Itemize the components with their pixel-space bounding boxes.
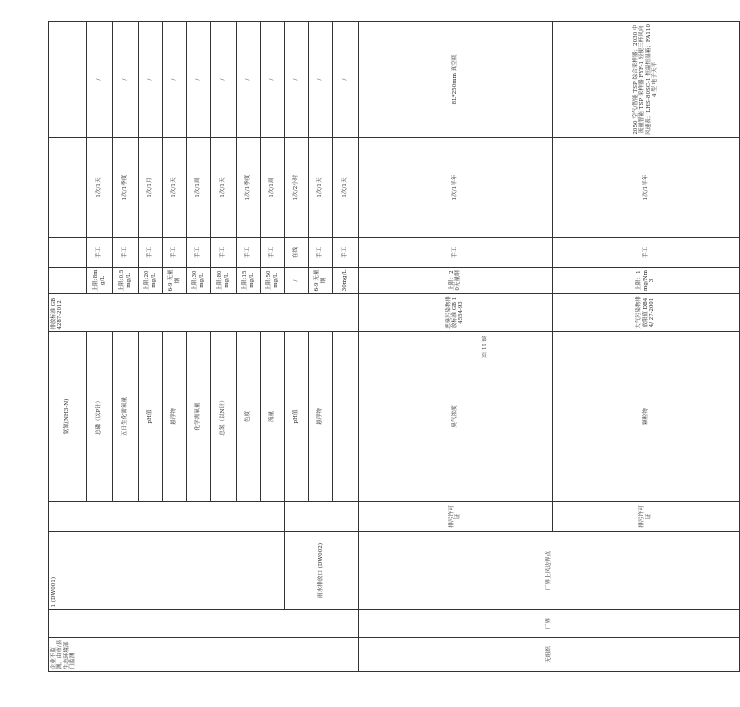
item-cell: 总磷（以P计） (87, 332, 113, 502)
site-cell: 厂界 (359, 610, 740, 638)
limit-cell: 上限:8mg/L (87, 268, 113, 294)
monitoring-table (48, 21, 740, 672)
item-cell: 臭气浓度 (359, 332, 553, 502)
freq-cell (49, 138, 87, 238)
standard-cell: 恶臭污染物排放标准 GB 14554-93 (359, 294, 553, 332)
table-row (359, 22, 553, 672)
item-cell (333, 332, 359, 502)
method-cell: 手工 (211, 238, 237, 268)
limit-cell: 6-9 无量纲 (163, 268, 187, 294)
site-cell (49, 610, 359, 638)
instrument-cell: / (285, 22, 309, 138)
permit-cell: 排污许可证 (552, 502, 739, 532)
method-cell: 手工 (113, 238, 139, 268)
limit-cell: 30mg/L (333, 268, 359, 294)
method-cell: 手工 (309, 238, 333, 268)
method-cell: 手工 (163, 238, 187, 268)
limit-cell: 上限：20无量纲 (359, 268, 553, 294)
item-cell: 悬浮物 (309, 332, 333, 502)
instrument-cell: / (163, 22, 187, 138)
item-cell: 氨氮(NH3-N) (49, 332, 87, 502)
method-cell: 手工 (187, 238, 211, 268)
limit-cell: 上限：1mg/Nm3 (552, 268, 739, 294)
item-cell: 五日生化需氧量 (113, 332, 139, 502)
freq-cell: 1次/1半年 (552, 138, 739, 238)
instrument-cell: / (333, 22, 359, 138)
limit-cell: 6-9 无量纲 (309, 268, 333, 294)
outlet-cell: 1 (DW001) (49, 532, 285, 610)
freq-cell: 1次/1半年 (359, 138, 553, 238)
item-cell: 流量 (261, 332, 285, 502)
instrument-cell: / (309, 22, 333, 138)
limit-cell: / (285, 268, 309, 294)
method-cell (49, 238, 87, 268)
freq-cell: 1次/2小时 (285, 138, 309, 238)
instrument-cell (49, 22, 87, 138)
freq-cell: 1次/1季度 (113, 138, 139, 238)
freq-cell: 1次/1周 (261, 138, 285, 238)
instrument-cell: / (87, 22, 113, 138)
freq-cell: 1次/1周 (187, 138, 211, 238)
outlet-cell: 雨水排放口 (DW002) (285, 532, 359, 610)
limit-cell: 上限:50mg/L (261, 268, 285, 294)
table-row (285, 22, 309, 672)
outlet-cell: 厂界上风边界点 (359, 532, 740, 610)
method-cell: 手工 (552, 238, 739, 268)
page-number: 第 11 页 (480, 336, 486, 358)
freq-cell: 1次/1天 (87, 138, 113, 238)
freq-cell: 1次/1天 (309, 138, 333, 238)
freq-cell: 1次/1天 (333, 138, 359, 238)
instrument-cell: 2050 空气/智能 TSP 综合采样器；2030 中流量智能 TSP 采样器 FYF-1 轻便三杯风向风速表；LHS-80SC-1 恒温恒湿箱；FA1104 型 电子天平 (552, 22, 739, 138)
item-cell: 色度 (237, 332, 261, 502)
instrument-cell: / (187, 22, 211, 138)
item-cell: pH值 (139, 332, 163, 502)
method-cell: 手工 (87, 238, 113, 268)
item-cell: 化学需氧量 (187, 332, 211, 502)
limit-cell: 上限:0.5mg/L (113, 268, 139, 294)
method-cell: 手工 (333, 238, 359, 268)
instrument-cell: / (237, 22, 261, 138)
freq-cell: 1次/1天 (211, 138, 237, 238)
item-cell: pH值 (285, 332, 309, 502)
instrument-cell: / (211, 22, 237, 138)
instrument-cell: / (261, 22, 285, 138)
item-cell: 颗粒物 (552, 332, 739, 502)
category-cell: 无组织 (359, 638, 740, 672)
freq-cell: 1次/1季度 (237, 138, 261, 238)
category-cell: 企业不监测，由市/县生态环境部门监测 (49, 638, 359, 672)
method-cell: 在线 (285, 238, 309, 268)
item-cell: 总氮（以N计） (211, 332, 237, 502)
item-cell: 悬浮物 (163, 332, 187, 502)
permit-cell (285, 502, 359, 532)
standard-cell: 大气污染物排放限值 DB44/ 27-2001 (552, 294, 739, 332)
freq-cell: 1次/1天 (163, 138, 187, 238)
permit-cell (49, 502, 285, 532)
method-cell: 手工 (261, 238, 285, 268)
table-row (49, 22, 87, 672)
limit-cell (49, 268, 87, 294)
limit-cell: 上限:20mg/L (139, 268, 163, 294)
method-cell: 手工 (139, 238, 163, 268)
standard-cell: 排放标准 GB 4287-2012 (49, 294, 359, 332)
instrument-cell: / (139, 22, 163, 138)
limit-cell: 上限:15mg/L (237, 268, 261, 294)
limit-cell: 上限:30mg/L (187, 268, 211, 294)
method-cell: 手工 (359, 238, 553, 268)
limit-cell: 上限:80mg/L (211, 268, 237, 294)
permit-cell: 排污许可证 (359, 502, 553, 532)
freq-cell: 1次/1月 (139, 138, 163, 238)
instrument-cell: / (113, 22, 139, 138)
instrument-cell: 8L*250mm 真空瓶 (359, 22, 553, 138)
method-cell: 手工 (237, 238, 261, 268)
